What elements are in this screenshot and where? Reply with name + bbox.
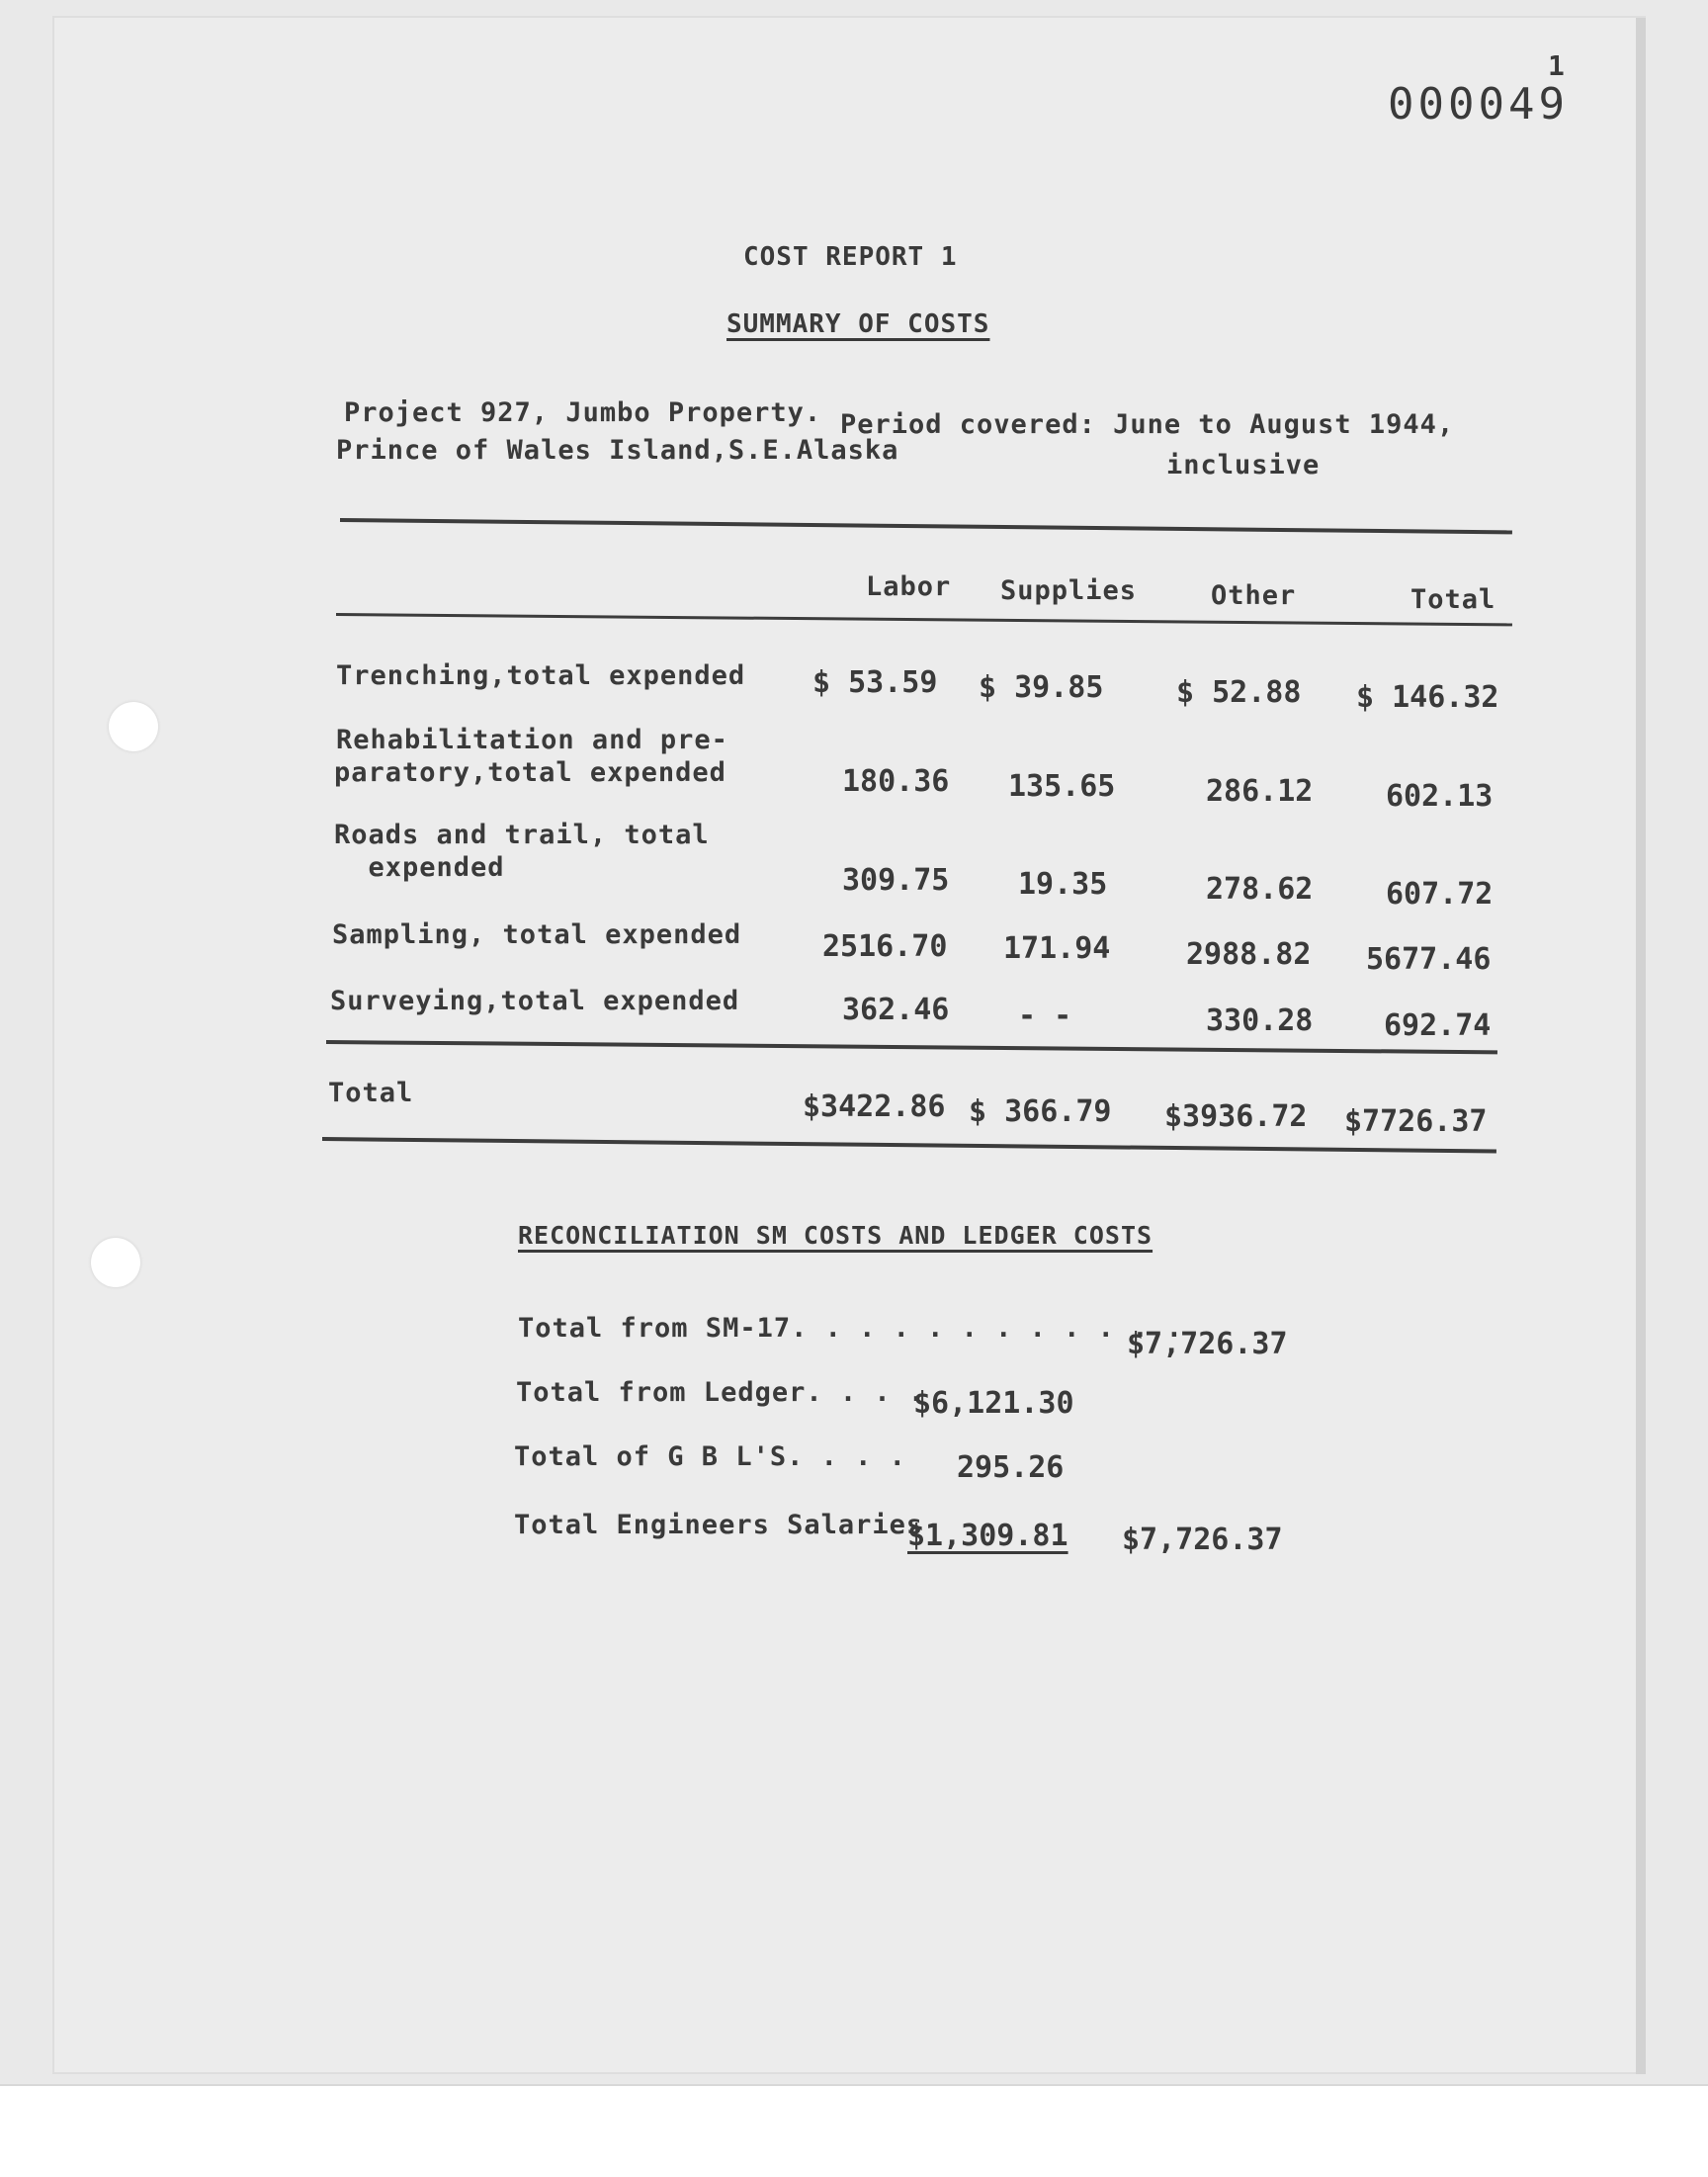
total-supplies: $ 366.79 [969, 1094, 1112, 1129]
recon-grand-total: $7,726.37 [1122, 1523, 1283, 1557]
recon-amount-salaries: $1,309.81 [907, 1519, 1068, 1553]
report-title: COST REPORT 1 [743, 242, 958, 272]
location-line: Prince of Wales Island,S.E.Alaska [336, 435, 899, 466]
report-subtitle: SUMMARY OF COSTS [726, 309, 990, 339]
total-total: $7726.37 [1344, 1104, 1488, 1139]
total-row-label: Total [328, 1078, 414, 1108]
period-qualifier: inclusive [1166, 450, 1321, 480]
page-edge-shadow [1636, 18, 1646, 2074]
project-line: Project 927, Jumbo Property. [344, 397, 822, 428]
cell-other: 330.28 [1206, 1003, 1314, 1038]
cell-supplies: 19.35 [1018, 867, 1108, 902]
document-number: 000049 [1388, 79, 1569, 130]
recon-label-gbl: Total of G B L'S. . . . [514, 1441, 906, 1472]
column-header-total: Total [1410, 584, 1496, 615]
period-line: Period covered: June to August 1944, [840, 409, 1455, 440]
reconciliation-title: RECONCILIATION SM COSTS AND LEDGER COSTS [518, 1221, 1153, 1250]
cell-other: $ 52.88 [1176, 675, 1302, 710]
row-label-roads-cont: expended [334, 852, 505, 883]
row-label-roads: Roads and trail, total [334, 820, 710, 850]
cell-labor: 309.75 [842, 863, 950, 898]
cell-labor: $ 53.59 [812, 665, 938, 700]
cell-total: 692.74 [1384, 1008, 1492, 1043]
column-header-other: Other [1211, 580, 1297, 611]
cell-supplies: - - [1018, 999, 1072, 1033]
column-header-supplies: Supplies [1000, 575, 1138, 606]
cell-supplies: 171.94 [1003, 931, 1111, 966]
total-other: $3936.72 [1164, 1099, 1308, 1134]
cell-other: 278.62 [1206, 872, 1314, 907]
cell-supplies: 135.65 [1008, 769, 1116, 804]
row-label-rehabilitation: Rehabilitation and pre- [336, 725, 728, 755]
row-label-sampling: Sampling, total expended [332, 919, 742, 950]
row-label-rehabilitation-cont: paratory,total expended [334, 757, 726, 788]
scanner-margin [0, 2084, 1708, 2177]
cell-other: 2988.82 [1186, 937, 1312, 972]
recon-label-sm17: Total from SM-17. . . . . . . . . . . . [518, 1313, 1183, 1344]
recon-amount-gbl: 295.26 [957, 1450, 1065, 1485]
recon-label-salaries: Total Engineers Salaries [514, 1510, 924, 1540]
cell-supplies: $ 39.85 [979, 670, 1104, 705]
recon-label-ledger: Total from Ledger. . . . [516, 1377, 926, 1408]
total-labor: $3422.86 [803, 1089, 946, 1124]
cell-other: 286.12 [1206, 774, 1314, 809]
cell-total: $ 146.32 [1356, 680, 1499, 715]
binder-hole [109, 702, 158, 751]
page-number: 1 [1548, 49, 1566, 82]
cell-total: 5677.46 [1366, 942, 1492, 977]
row-label-surveying: Surveying,total expended [330, 986, 740, 1016]
cell-total: 602.13 [1386, 779, 1494, 814]
cell-labor: 2516.70 [822, 929, 948, 964]
recon-amount-ledger: $6,121.30 [913, 1386, 1074, 1421]
binder-hole [91, 1238, 140, 1287]
cell-labor: 180.36 [842, 764, 950, 799]
recon-amount-sm17: $7,726.37 [1127, 1327, 1288, 1361]
row-label-trenching: Trenching,total expended [336, 660, 746, 691]
cell-total: 607.72 [1386, 877, 1494, 912]
column-header-labor: Labor [866, 571, 952, 602]
cell-labor: 362.46 [842, 993, 950, 1027]
